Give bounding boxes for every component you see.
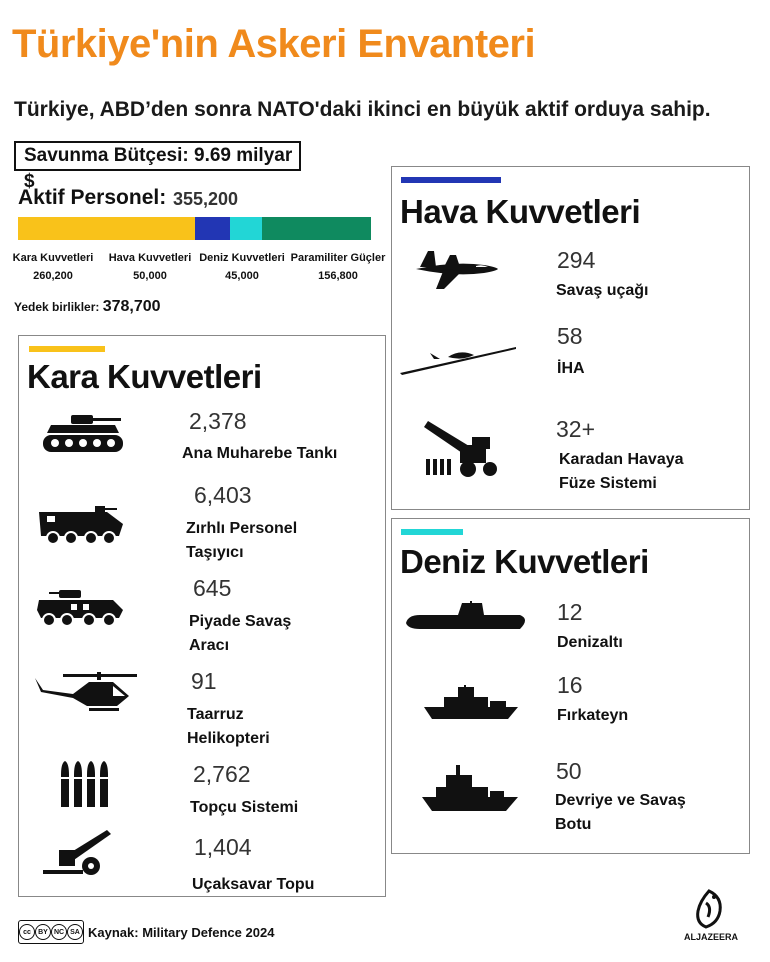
item-label: Taarruz Helikopteri: [187, 706, 270, 747]
personnel-segment-value: 156,800: [318, 270, 358, 282]
reserve-value: 378,700: [102, 298, 161, 315]
item-label: Karadan Havaya Füze Sistemi: [559, 451, 684, 492]
personnel-segment-label: Paramiliter Güçler: [290, 252, 386, 264]
item-label: Devriye ve Savaş Botu: [555, 792, 686, 833]
source-note: Kaynak: Military Defence 2024: [88, 925, 275, 940]
land-forces-panel: [18, 335, 386, 897]
item-number: 12: [557, 599, 583, 625]
reserve-label: Yedek birlikler:: [14, 300, 100, 314]
personnel-bar-segment: [195, 217, 230, 240]
item-label: Denizaltı: [557, 634, 623, 651]
air-accent-bar: [401, 177, 501, 183]
personnel-segment-label: Kara Kuvvetleri: [12, 252, 94, 264]
ifv-icon: [35, 586, 125, 630]
item-number: 2,762: [193, 761, 251, 787]
item-label: Ana Muharebe Tankı: [182, 445, 338, 462]
item-label: İHA: [557, 360, 585, 377]
item-label: Zırhlı Personel Taşıyıcı: [186, 520, 298, 561]
frigate-icon: [424, 685, 518, 719]
personnel-bar-segment: [18, 217, 195, 240]
aljazeera-logo-text: ALJAZEERA: [684, 932, 739, 942]
item-number: 294: [557, 247, 596, 273]
item-number: 50: [556, 758, 582, 784]
active-personnel-total: 355,200: [173, 189, 239, 209]
cc-by-icon: BY: [35, 924, 51, 940]
personnel-segment-value: 50,000: [133, 270, 167, 282]
navy-panel: [391, 518, 750, 854]
cc-icon: cc: [19, 924, 35, 940]
personnel-segment-value: 260,200: [33, 270, 73, 282]
drone-icon: [400, 343, 518, 377]
cc-nc-icon: NC: [51, 924, 67, 940]
reserve-forces: [14, 298, 161, 316]
item-label: Savaş uçağı: [556, 282, 649, 299]
cc-sa-icon: SA: [67, 924, 83, 940]
item-number: 32+: [556, 416, 596, 442]
fighter-jet-icon: [414, 247, 498, 291]
anti-aircraft-gun-icon: [41, 826, 113, 880]
item-number: 6,403: [194, 482, 252, 508]
defense-budget-box: Savunma Bütçesi: 9.69 milyar $: [14, 141, 301, 171]
navy-accent-bar: [401, 529, 463, 535]
helicopter-icon: [33, 666, 143, 716]
personnel-bar-segment: [262, 217, 371, 240]
navy-title: Deniz Kuvvetleri: [400, 543, 649, 580]
item-label: Topçu Sistemi: [190, 799, 299, 816]
land-forces-title: Kara Kuvvetleri: [27, 358, 262, 395]
item-label: Uçaksavar Topu: [192, 876, 315, 893]
land-accent-bar: [29, 346, 105, 352]
item-number: 2,378: [189, 408, 247, 434]
item-label: Fırkateyn: [557, 707, 629, 724]
personnel-segment-value: 45,000: [225, 270, 259, 282]
item-number: 58: [557, 323, 583, 349]
active-personnel-label: Aktif Personel:: [18, 186, 167, 209]
item-number: 16: [557, 672, 583, 698]
item-number: 1,404: [194, 834, 252, 860]
personnel-stacked-bar: [18, 217, 371, 240]
personnel-bar-segment: [230, 217, 262, 240]
creative-commons-badge: [18, 920, 84, 944]
item-number: 91: [191, 668, 217, 694]
submarine-icon: [404, 601, 530, 633]
artillery-shells-icon: [57, 761, 109, 809]
apc-icon: [37, 504, 125, 548]
sam-launcher-icon: [424, 415, 498, 479]
page-subtitle: Türkiye, ABD’den sonra NATO'daki ikinci en büyük aktif orduya sahip.: [14, 98, 711, 121]
air-forces-title: Hava Kuvvetleri: [400, 193, 641, 230]
item-number: 645: [193, 575, 232, 601]
page-title: Türkiye'nin Askeri Envanteri: [12, 22, 536, 66]
air-forces-panel: [391, 166, 750, 510]
tank-icon: [41, 411, 125, 455]
patrol-boat-icon: [422, 765, 518, 811]
personnel-segment-label: Deniz Kuvvetleri: [199, 252, 285, 264]
personnel-segment-label: Hava Kuvvetleri: [108, 252, 192, 264]
item-label: Piyade Savaş Aracı: [189, 613, 292, 654]
